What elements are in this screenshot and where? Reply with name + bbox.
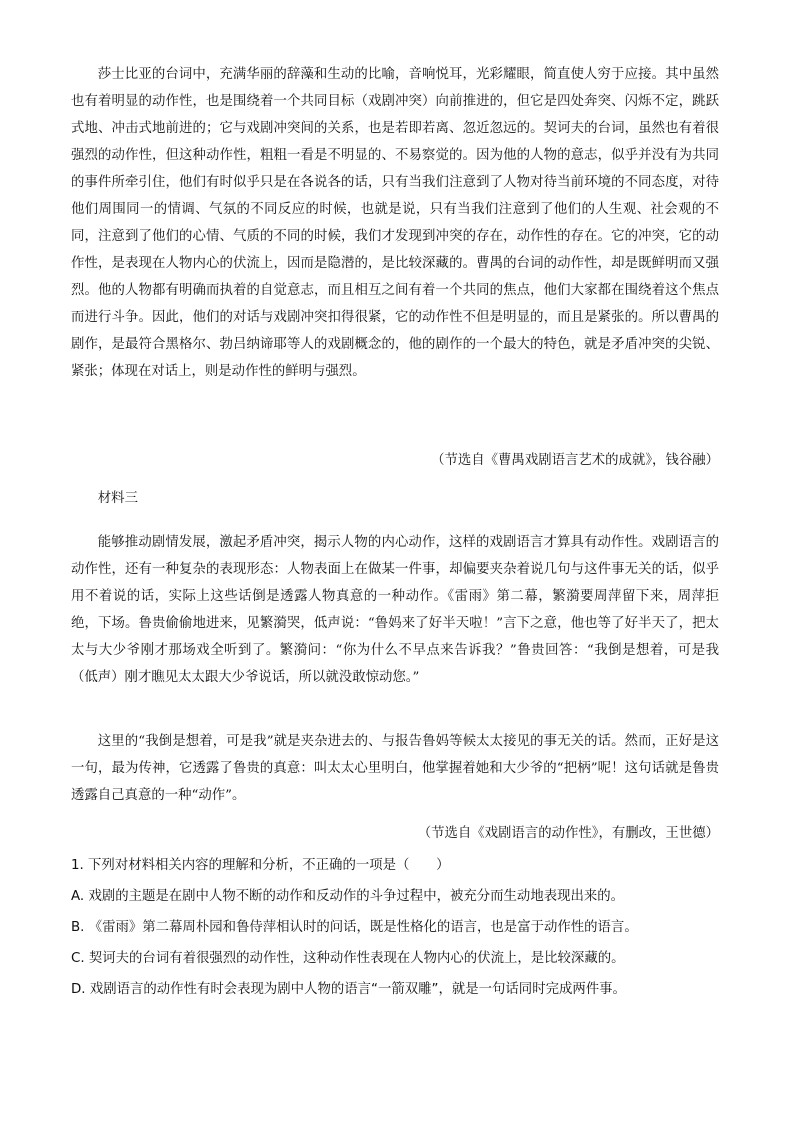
- material2-source: （节选自《曹禺戏剧语言艺术的成就》，钱谷融）: [431, 453, 719, 468]
- material3-paragraph-1: 能够推动剧情发展，激起矛盾冲突，揭示人物的内心动作，这样的戏剧语言才算具有动作性。戏剧语言的动作性，还有一种复杂的表现形态：人物表面上在做某一件事，却偏要夹杂着说几句与这件事无关的话，似乎用不着说的话，实际上这些话倒是透露人物真意的一种动作。《雷雨》第二幕，繁漪要周萍留下来，周萍拒绝，下场。鲁贵偷偷地进来，见繁漪哭，低声说：“鲁妈来了好半天啦！”言下之意，他也等了好半天了，把太太与大少爷刚才那场戏全听到了。繁漪问：“你为什么不早点来告诉我？”鲁贵回答：“我倒是想着，可是我（低声）刚才瞧见太太跟大少爷说话，所以就没敢惊动您。”: [71, 535, 719, 685]
- material3-heading: 材料三: [97, 491, 138, 506]
- material2-paragraph: 莎士比亚的台词中，充满华丽的辞藻和生动的比喻，音响悦耳，光彩耀眼，简直使人穷于应接。其中虽然也有着明显的动作性，也是围绕着一个共同目标（戏剧冲突）向前推进的，但它是四处奔突、闪烁不定，跳跃式地、冲击式地前进的；它与戏剧冲突间的关系，也是若即若离、忽近忽远的。契诃夫的台词，虽然也有着很强烈的动作性，但这种动作性，粗粗一看是不明显的、不易察觉的。因为他的人物的意志，似乎并没有为共同的事件所牵引住，他们有时似乎只是在各说各的话，只有当我们注意到了人物对待当前环境的不同态度，对待他们周围同一的情调、气氛的不同反应的时候，也就是说，只有当我们注意到了他们的人生观、社会观的不同，注意到了他们的心情、气质的不同的时候，我们才发现到冲突的存在，动作性的存在。它的冲突，它的动作性，是表现在人物内心的伏流上，因而是隐潜的，是比较深藏的。曹禺的台词的动作性，却是既鲜明而又强烈。他的人物都有明确而执着的自觉意志，而且相互之间有着一个共同的焦点，他们大家都在围绕着这个焦点而进行斗争。因此，他们的对话与戏剧冲突扣得很紧，它的动作性不但是明显的，而且是紧张的。所以曹禺的剧作，是最符合黑格尔、勃吕纳谛耶等人的戏剧概念的，他的剧作的一个最大的特色，就是矛盾冲突的尖锐、紧张；体现在对话上，则是动作性的鲜明与强烈。: [71, 67, 719, 379]
- question-1: [71, 850, 719, 1005]
- question-stem: 1. 下列对材料相关内容的理解和分析，不正确的一项是（ ）: [71, 858, 450, 873]
- option-a: A. 戏剧的主题是在剧中人物不断的动作和反动作的斗争过程中，被充分而生动地表现出来的。: [71, 889, 625, 904]
- material3-source: （节选自《戏剧语言的动作性》，有删改，王世德）: [417, 826, 719, 841]
- material3-paragraph-2: 这里的“我倒是想着，可是我”就是夹杂进去的、与报告鲁妈等候太太接见的事无关的话。然而，正好是这一句，最为传神，它透露了鲁贵的真意：叫太太心里明白，他掌握着她和大少爷的“把柄”呢！这句话就是鲁贵透露自己真意的一种“动作”。: [71, 734, 719, 803]
- option-c: C. 契诃夫的台词有着很强烈的动作性，这种动作性表现在人物内心的伏流上，是比较深藏的。: [71, 951, 625, 966]
- option-d: D. 戏剧语言的动作性有时会表现为剧中人物的语言“一箭双雕”，就是一句话同时完成两件事。: [71, 982, 626, 997]
- option-b: B. 《雷雨》第二幕周朴园和鲁侍萍相认时的问话，既是性格化的语言，也是富于动作性的语言。: [71, 920, 638, 935]
